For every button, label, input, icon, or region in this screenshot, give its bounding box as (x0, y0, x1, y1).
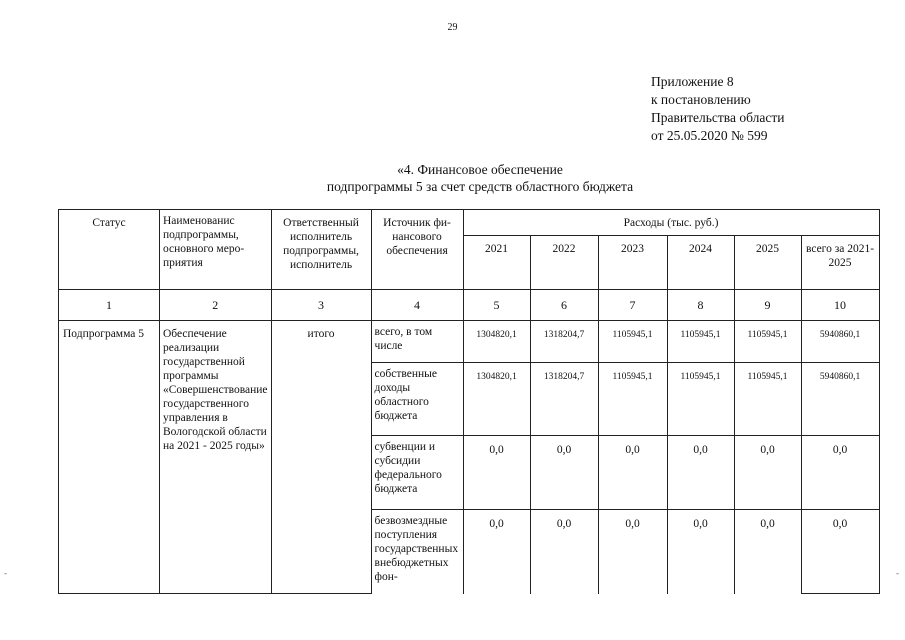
value-2023: 0,0 (598, 510, 667, 594)
header-year-2024: 2024 (667, 236, 734, 290)
value-2023: 1105945,1 (598, 363, 667, 436)
column-number: 9 (734, 290, 801, 321)
source-cell: собственные доходы областного бюджета (371, 363, 463, 436)
value-2021: 0,0 (463, 436, 530, 510)
page-number: 29 (447, 22, 458, 33)
appendix-line-4: от 25.05.2020 № 599 (651, 128, 768, 143)
value-2025: 1105945,1 (734, 321, 801, 363)
value-2025: 1105945,1 (734, 363, 801, 436)
right-edge-mark: - (896, 568, 899, 578)
appendix-line-2: к постановлению (651, 92, 751, 107)
header-year-2025: 2025 (734, 236, 801, 290)
column-number: 10 (801, 290, 879, 321)
budget-table (58, 209, 880, 594)
appendix-block (651, 73, 784, 145)
value-2025: 0,0 (734, 436, 801, 510)
value-2023: 0,0 (598, 436, 667, 510)
header-year-2021: 2021 (463, 236, 530, 290)
header-expenses: Расходы (тыс. руб.) (463, 210, 879, 236)
source-cell: субвенции и субсидии федерального бюджета (371, 436, 463, 510)
value-2022: 0,0 (530, 436, 598, 510)
executor-cell: итого (271, 321, 371, 594)
column-number: 3 (271, 290, 371, 321)
header-source: Источник фи-нансового обеспечения (371, 210, 463, 290)
left-edge-mark: - (4, 568, 7, 578)
appendix-line-1: Приложение 8 (651, 74, 734, 89)
source-cell: всего, в том числе (371, 321, 463, 363)
appendix-line-3: Правительства области (651, 110, 785, 125)
status-cell: Подпрограмма 5 (59, 321, 160, 594)
value-2022: 1318204,7 (530, 363, 598, 436)
name-cell: Обеспечение реализации государственной программы «Совершенствование государственного управления в Вологодской области на 2021 - 2025 годы» (160, 321, 272, 594)
value-2022: 0,0 (530, 510, 598, 594)
source-cell: безвозмездные поступления государственных внебюджетных фон- (371, 510, 463, 594)
header-year-2023: 2023 (598, 236, 667, 290)
column-number-row (59, 290, 880, 321)
header-total: всего за 2021-2025 (801, 236, 879, 290)
column-number: 5 (463, 290, 530, 321)
value-total: 5940860,1 (801, 321, 879, 363)
document-title (280, 161, 680, 195)
column-number: 6 (530, 290, 598, 321)
value-2023: 1105945,1 (598, 321, 667, 363)
header-row-1 (59, 210, 880, 236)
header-year-2022: 2022 (530, 236, 598, 290)
value-2021: 1304820,1 (463, 363, 530, 436)
value-total: 5940860,1 (801, 363, 879, 436)
title-line-1: «4. Финансовое обеспечение (397, 162, 563, 177)
value-2022: 1318204,7 (530, 321, 598, 363)
column-number: 8 (667, 290, 734, 321)
table-row (59, 321, 880, 363)
value-2024: 0,0 (667, 510, 734, 594)
column-number: 1 (59, 290, 160, 321)
header-executor: Ответственный исполнитель подпрограммы, исполнитель (271, 210, 371, 290)
column-number: 2 (160, 290, 272, 321)
value-2024: 1105945,1 (667, 321, 734, 363)
value-2021: 1304820,1 (463, 321, 530, 363)
column-number: 4 (371, 290, 463, 321)
header-status: Статус (59, 210, 160, 290)
header-name: Наименованис подпрограммы, основного меро-приятия (160, 210, 272, 290)
value-2024: 0,0 (667, 436, 734, 510)
value-2021: 0,0 (463, 510, 530, 594)
value-2025: 0,0 (734, 510, 801, 594)
value-total: 0,0 (801, 436, 879, 510)
title-line-2: подпрограммы 5 за счет средств областного бюджета (326, 179, 634, 194)
column-number: 7 (598, 290, 667, 321)
value-2024: 1105945,1 (667, 363, 734, 436)
value-total: 0,0 (801, 510, 879, 594)
